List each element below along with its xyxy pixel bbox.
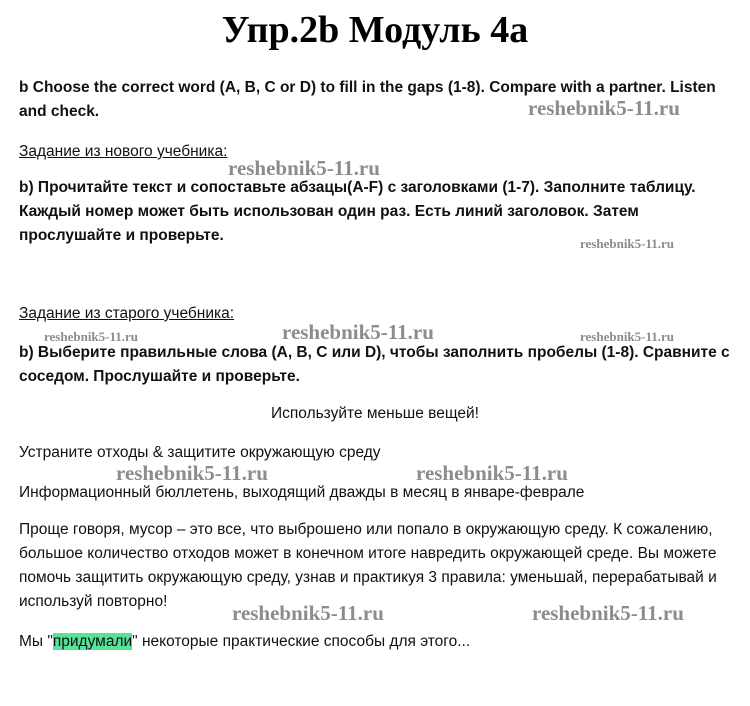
watermark: reshebnik5-11.ru (232, 601, 384, 625)
last-line-prefix: Мы " (19, 633, 53, 650)
watermark: reshebnik5-11.ru (580, 236, 675, 251)
task-english: b Choose the correct word (A, B, C or D) to fill in the gaps (1-8). Compare with a partner. Listen and check. (19, 79, 716, 120)
old-book-task: b) Выберите правильные слова (A, B, C или D), чтобы заполнить пробелы (1-8). Сравните с соседом. Прослушайте и проверьте. (19, 344, 730, 385)
highlighted-word: придумали (52, 633, 133, 650)
watermark: reshebnik5-11.ru (228, 156, 380, 180)
old-book-label: Задание из старого учебника: (19, 305, 235, 322)
watermark: reshebnik5-11.ru (116, 461, 268, 485)
body-paragraph: Проще говоря, мусор – это все, что выброшено или попало в окружающую среду. К сожалению, большое количество отходов может в конечном итоге навредить окружающей среде. Вы можете помочь защитить окружающую среду, узнав и практикуя 3 правила: уменьшай, перерабатывай и используй повторно! (19, 521, 717, 610)
subtitle-line: Устраните отходы & защитите окружающую среду (19, 444, 381, 461)
newsletter-line: Информационный бюллетень, выходящий дважды в месяц в январе-феврале (19, 484, 585, 501)
last-line-suffix: " некоторые практические способы для этого... (132, 633, 471, 650)
page-title: Упр.2b Модуль 4a (221, 9, 529, 51)
watermark: reshebnik5-11.ru (282, 320, 434, 344)
watermark: reshebnik5-11.ru (580, 329, 675, 344)
watermark: reshebnik5-11.ru (44, 329, 139, 344)
new-book-task: b) Прочитайте текст и сопоставьте абзацы(A-F) с заголовками (1-7). Заполните таблицу. Каждый номер может быть использован один раз. Есть линий заголовок. Затем прослушайте и проверьте. (19, 179, 696, 244)
last-line (19, 630, 731, 654)
new-book-label: Задание из нового учебника: (19, 143, 228, 160)
watermark: reshebnik5-11.ru (528, 96, 680, 120)
text-heading: Используйте меньше вещей! (271, 405, 479, 422)
watermark: reshebnik5-11.ru (416, 461, 568, 485)
watermark: reshebnik5-11.ru (532, 601, 684, 625)
